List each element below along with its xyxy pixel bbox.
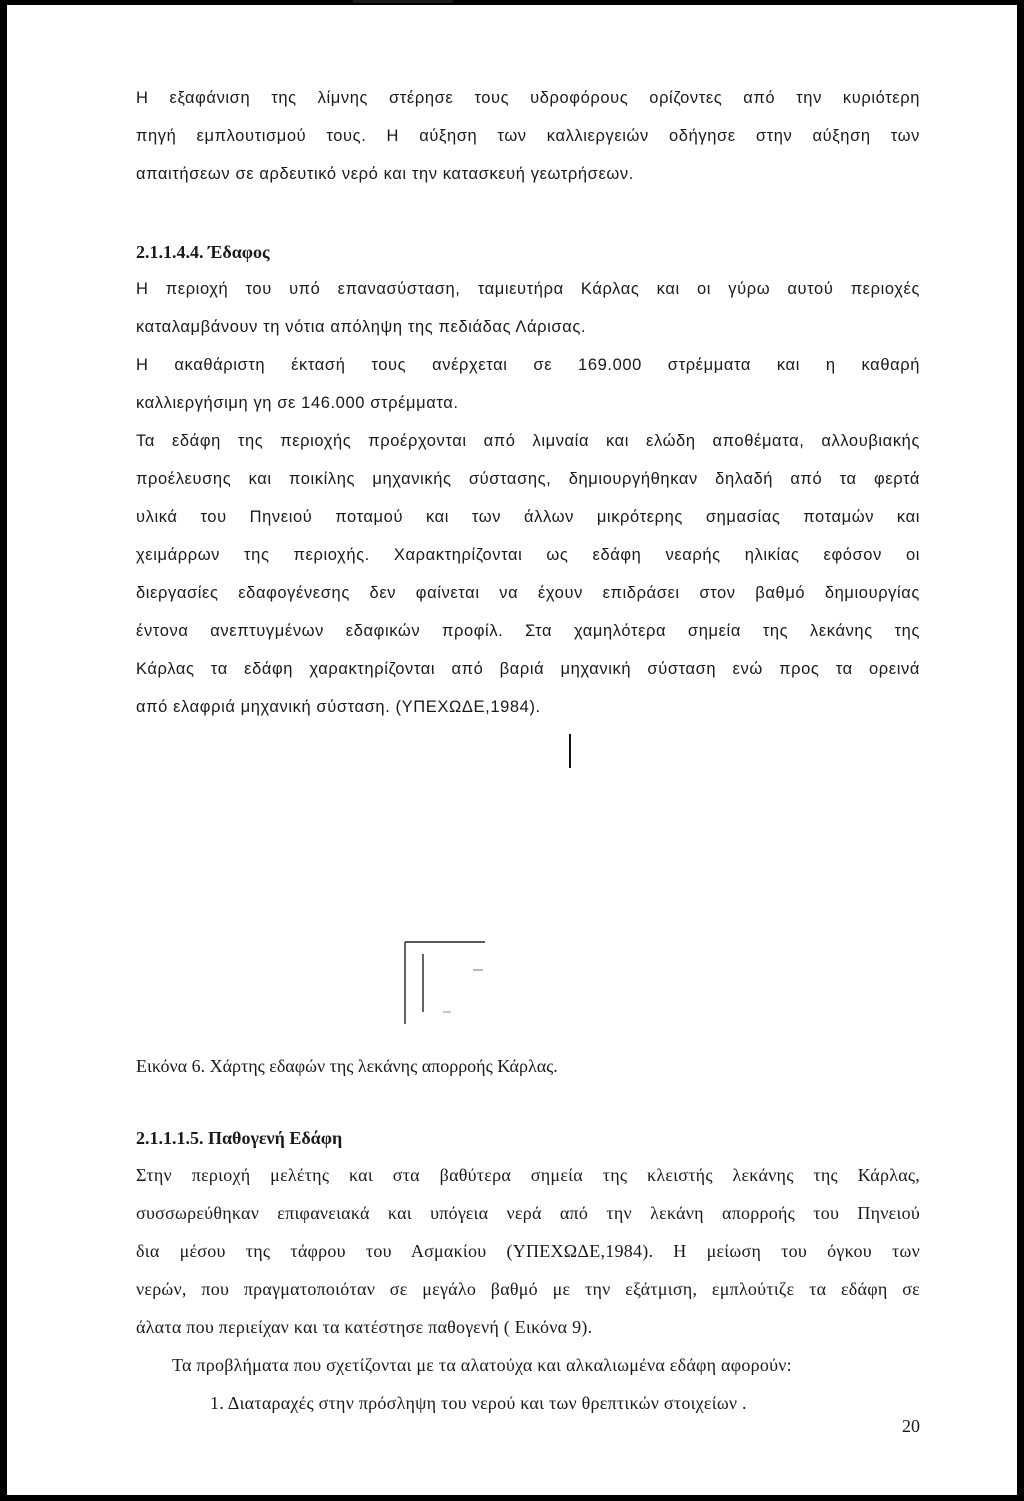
soil-body-line-6: έντονα ανεπτυγμένων εδαφικών προφίλ. Στα χαμηλότερα σημεία της λεκάνης της <box>136 622 920 640</box>
problems-intro: Τα προβλήματα που σχετίζονται με τα αλατούχα και αλκαλιωμένα εδάφη αφορούν: <box>172 1355 792 1375</box>
pathogenic-line-3: δια μέσου της τάφρου του Ασμακίου (ΥΠΕΧΩΔΕ,1984). Η μείωση του όγκου των <box>136 1241 920 1261</box>
soil-map-figure <box>395 940 485 1026</box>
intro-line-2: πηγή εμπλουτισμού τους. Η αύξηση των καλλιεργειών οδήγησε στην αύξηση των <box>136 127 920 145</box>
list-item-1: 1. Διαταραχές στην πρόσληψη του νερού και των θρεπτικών στοιχείων . <box>210 1393 747 1413</box>
section-heading-soil: 2.1.1.4.4. Έδαφος <box>136 242 270 262</box>
pathogenic-line-1: Στην περιοχή μελέτης και στα βαθύτερα σημεία της κλειστής λεκάνης της Κάρλας, <box>136 1165 920 1185</box>
soil-body-line-8: από ελαφριά μηχανική σύσταση. (ΥΠΕΧΩΔΕ,1984). <box>136 698 541 716</box>
section-heading-pathogenic: 2.1.1.1.5. Παθογενή Εδάφη <box>136 1128 343 1148</box>
soil-line-2: καταλαμβάνουν τη νότια απόληψη της πεδιάδας Λάρισας. <box>136 318 587 336</box>
scan-top-mark <box>353 0 453 3</box>
intro-line-1: Η εξαφάνιση της λίμνης στέρησε τους υδροφόρους ορίζοντες από την κυριότερη <box>136 89 920 107</box>
soil-line-1: Η περιοχή του υπό επανασύσταση, ταμιευτήρα Κάρλας και οι γύρω αυτού περιοχές <box>136 280 920 298</box>
soil-line-4: καλλιεργήσιμη γη σε 146.000 στρέμματα. <box>136 394 459 412</box>
soil-line-3: Η ακαθάριστη έκτασή τους ανέρχεται σε 169.000 στρέμματα και η καθαρή <box>136 356 920 374</box>
text-cursor <box>569 734 571 768</box>
soil-body-line-5: διεργασίες εδαφογένεσης δεν φαίνεται να έχουν επιδράσει στον βαθμό δημιουργίας <box>136 584 920 602</box>
pathogenic-line-5: άλατα που περιείχαν και τα κατέστησε παθογενή ( Εικόνα 9). <box>136 1317 593 1337</box>
soil-body-line-4: χειμάρρων της περιοχής. Χαρακτηρίζονται ως εδάφη νεαρής ηλικίας εφόσον οι <box>136 546 920 564</box>
pathogenic-line-4: νερών, που πραγματοποιόταν σε μεγάλο βαθμό με την εξάτμιση, εμπλούτιζε τα εδάφη σε <box>136 1279 920 1299</box>
figure-caption: Εικόνα 6. Χάρτης εδαφών της λεκάνης απορροής Κάρλας. <box>136 1056 558 1076</box>
soil-body-line-1: Τα εδάφη της περιοχής προέρχονται από λιμναία και ελώδη αποθέματα, αλλουβιακής <box>136 432 920 450</box>
intro-line-3: απαιτήσεων σε αρδευτικό νερό και την κατασκευή γεωτρήσεων. <box>136 165 634 183</box>
soil-body-line-2: προέλευσης και ποικίλης μηχανικής σύστασης, δημιουργήθηκαν δηλαδή από τα φερτά <box>136 470 920 488</box>
soil-body-line-3: υλικά του Πηνειού ποταμού και των άλλων μικρότερης σημασίας ποταμών και <box>136 508 920 526</box>
soil-body-line-7: Κάρλας τα εδάφη χαρακτηρίζονται από βαριά μηχανική σύσταση ενώ προς τα ορεινά <box>136 660 920 678</box>
pathogenic-line-2: συσσωρεύθηκαν επιφανειακά και υπόγεια νερά από την λεκάνη απορροής του Πηνειού <box>136 1203 920 1223</box>
page-number: 20 <box>902 1416 920 1436</box>
